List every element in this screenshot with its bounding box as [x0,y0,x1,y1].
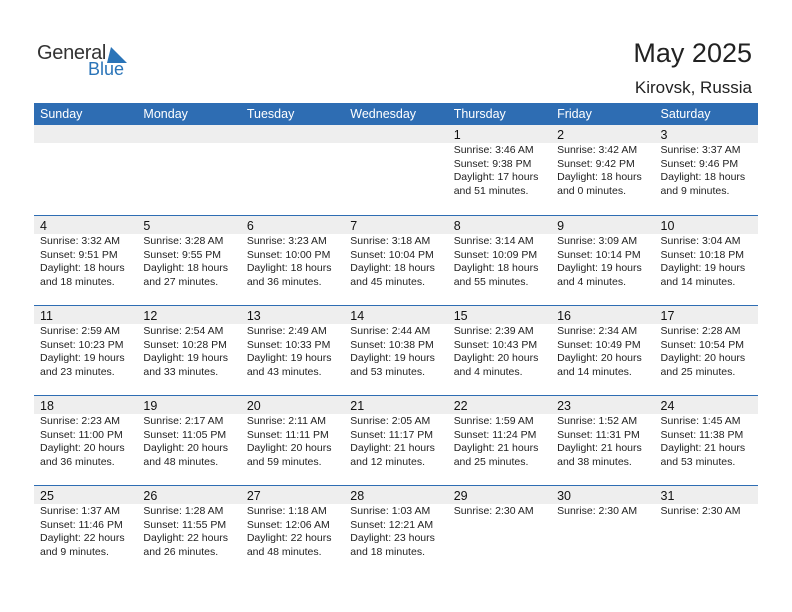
day-info-line: and 51 minutes. [453,184,529,197]
day-info-line: and 14 minutes. [557,365,632,378]
day-number: 23 [551,396,654,414]
day-info-line: and 53 minutes. [660,455,736,468]
day-info-line: Sunset: 9:38 PM [453,157,532,170]
day-info-line: Sunrise: 3:46 AM [453,144,534,156]
day-info-line: and 25 minutes. [453,455,529,468]
day-info-line: Sunset: 9:51 PM [40,248,118,261]
day-info-line: and 27 minutes. [143,275,219,288]
day-number: 28 [344,486,447,504]
day-info-line: and 12 minutes. [350,455,425,468]
day-info-line: Sunrise: 3:32 AM [40,235,120,247]
day-info-line: Sunset: 11:46 PM [40,518,123,531]
day-info-line: and 18 minutes. [350,545,425,558]
day-info-line: Sunset: 11:11 PM [246,428,329,441]
day-info-line: Sunrise: 3:23 AM [246,235,327,247]
day-info-line: Daylight: 18 hours [246,262,332,274]
day-info [137,415,240,469]
day-info [551,144,654,198]
day-info-line: Sunset: 10:18 PM [660,248,744,261]
day-cell-7 [344,215,447,305]
day-info [655,325,758,379]
day-info-line: Sunrise: 3:09 AM [557,235,638,247]
day-cell-6 [241,215,344,305]
day-info-line: and 55 minutes. [453,275,529,288]
day-info [448,235,551,289]
day-info [137,325,240,379]
day-info-line: Sunset: 10:23 PM [40,338,124,351]
day-info-line: Sunrise: 2:30 AM [557,505,638,517]
day-info-line: Sunset: 11:17 PM [350,428,433,441]
day-number: 13 [241,306,344,324]
day-cell-5 [137,215,240,305]
calendar-grid [34,103,758,575]
day-info [137,505,240,559]
day-number: 27 [241,486,344,504]
day-cell-14 [344,305,447,395]
day-info-line: Sunset: 9:42 PM [557,157,635,170]
day-number [241,125,344,143]
day-info [551,235,654,289]
day-info [551,325,654,379]
day-info-line: Sunrise: 2:54 AM [143,325,224,337]
day-info-line: Sunrise: 1:45 AM [660,415,741,427]
day-cell-26 [137,485,240,575]
day-info [655,505,758,519]
day-info-line: and 26 minutes. [143,545,219,558]
weekday-header-sunday: Sunday [40,107,83,121]
day-info [551,505,654,519]
day-number: 10 [655,216,758,234]
weekday-header-tuesday: Tuesday [246,107,295,121]
day-info-line: and 43 minutes. [246,365,322,378]
day-info-line: Sunrise: 1:03 AM [350,505,431,517]
day-cell-1 [448,125,551,215]
day-info-line: Daylight: 18 hours [143,262,229,274]
day-info-line: Sunrise: 1:59 AM [453,415,534,427]
day-cell-4 [34,215,137,305]
day-number: 30 [551,486,654,504]
day-info-line: Sunrise: 2:34 AM [557,325,638,337]
day-info-line: Daylight: 18 hours [453,262,539,274]
day-info [34,325,137,379]
day-info-line: and 48 minutes. [143,455,219,468]
day-info [34,505,137,559]
day-number: 4 [34,216,137,234]
day-number: 14 [344,306,447,324]
day-cell-9 [551,215,654,305]
day-info-line: Sunset: 10:49 PM [557,338,641,351]
day-info-line: Daylight: 18 hours [660,171,746,183]
day-number: 21 [344,396,447,414]
day-cell-23 [551,395,654,485]
day-cell-20 [241,395,344,485]
day-info-line: Daylight: 20 hours [143,442,229,454]
day-info-line: Daylight: 22 hours [246,532,332,544]
day-cell-24 [655,395,758,485]
day-number: 6 [241,216,344,234]
day-info-line: and 53 minutes. [350,365,425,378]
day-info-line: Daylight: 22 hours [143,532,229,544]
day-cell-13 [241,305,344,395]
day-info-line: and 36 minutes. [246,275,322,288]
day-cell-28 [344,485,447,575]
day-number: 12 [137,306,240,324]
day-info-line: Sunset: 9:46 PM [660,157,739,170]
day-number: 24 [655,396,758,414]
day-info-line: and 23 minutes. [40,365,115,378]
day-cell-25 [34,485,137,575]
day-number: 26 [137,486,240,504]
day-info-line: Sunset: 10:09 PM [453,248,538,261]
day-info [655,144,758,198]
day-info-line: Sunrise: 3:42 AM [557,144,638,156]
day-info-line: Daylight: 19 hours [246,352,332,364]
day-info [344,235,447,289]
day-cell-2 [551,125,654,215]
day-info-line: Sunset: 12:06 AM [246,518,330,531]
day-info-line: Sunset: 11:55 PM [143,518,227,531]
day-info-line: Daylight: 21 hours [660,442,746,454]
day-number: 3 [655,125,758,143]
day-number: 25 [34,486,137,504]
day-info [137,235,240,289]
day-info-line: Daylight: 22 hours [40,532,125,544]
day-info-line: Sunrise: 2:39 AM [453,325,534,337]
weekday-header-monday: Monday [143,107,188,121]
day-info-line: Sunset: 11:31 PM [557,428,640,441]
day-info-line: Sunrise: 2:49 AM [246,325,327,337]
day-info-line: Sunset: 10:14 PM [557,248,641,261]
day-info [655,235,758,289]
generalblue-logo [37,42,137,82]
day-info [655,415,758,469]
day-info-line: Sunrise: 1:18 AM [246,505,327,517]
page-title: May 2025 [633,38,752,68]
day-info-line: and 59 minutes. [246,455,322,468]
day-info-line: Daylight: 19 hours [660,262,746,274]
week-row [34,215,758,305]
day-number: 29 [448,486,551,504]
day-info-line: and 9 minutes. [40,545,109,558]
week-row [34,305,758,395]
day-number [137,125,240,143]
day-info-line: Sunset: 11:24 PM [453,428,537,441]
day-cell-11 [34,305,137,395]
day-info [241,415,344,469]
day-cell-21 [344,395,447,485]
day-cell-empty [344,125,447,215]
day-cell-12 [137,305,240,395]
day-info-line: Sunrise: 1:37 AM [40,505,120,517]
day-info-line: and 25 minutes. [660,365,736,378]
day-info-line: Sunrise: 2:30 AM [660,505,741,517]
day-number: 5 [137,216,240,234]
day-number: 16 [551,306,654,324]
day-info-line: Daylight: 20 hours [557,352,642,364]
day-info [34,415,137,469]
day-info-line: Sunrise: 3:14 AM [453,235,534,247]
day-info-line: Sunrise: 2:28 AM [660,325,741,337]
day-info-line: and 36 minutes. [40,455,115,468]
day-cell-18 [34,395,137,485]
day-info-line: Sunset: 11:05 PM [143,428,227,441]
day-number: 19 [137,396,240,414]
day-cell-22 [448,395,551,485]
day-cell-16 [551,305,654,395]
weekday-header-thursday: Thursday [453,107,506,121]
day-info-line: Daylight: 17 hours [453,171,539,183]
day-cell-3 [655,125,758,215]
day-info-line: Sunset: 12:21 AM [350,518,434,531]
day-number: 9 [551,216,654,234]
logo-general-text: General [37,42,107,64]
day-number: 15 [448,306,551,324]
week-row [34,485,758,575]
location-label: Kirovsk, Russia [634,78,752,97]
day-info-line: Daylight: 19 hours [40,352,125,364]
day-info [344,325,447,379]
day-info-line: Sunset: 10:28 PM [143,338,227,351]
day-info-line: Daylight: 21 hours [453,442,539,454]
day-info-line: Sunrise: 3:18 AM [350,235,431,247]
day-number: 20 [241,396,344,414]
day-info-line: Sunrise: 2:30 AM [453,505,534,517]
day-info-line: Sunset: 10:00 PM [246,248,331,261]
day-info-line: Daylight: 19 hours [143,352,229,364]
day-info [344,415,447,469]
day-info-line: Daylight: 20 hours [40,442,125,454]
weekday-header-row [34,103,758,125]
day-info [448,325,551,379]
day-cell-8 [448,215,551,305]
day-info-line: Sunrise: 3:28 AM [143,235,224,247]
day-number: 31 [655,486,758,504]
week-row [34,395,758,485]
day-info-line: Daylight: 19 hours [557,262,642,274]
day-number: 18 [34,396,137,414]
day-info-line: Sunset: 10:04 PM [350,248,434,261]
day-info [241,325,344,379]
day-info-line: Sunset: 10:54 PM [660,338,744,351]
day-info [448,144,551,198]
day-info-line: Sunrise: 2:11 AM [246,415,327,427]
day-info-line: Sunrise: 2:23 AM [40,415,120,427]
day-cell-10 [655,215,758,305]
day-info-line: and 18 minutes. [40,275,115,288]
day-info [241,235,344,289]
day-info [448,415,551,469]
day-info-line: Daylight: 23 hours [350,532,435,544]
day-info-line: Sunset: 10:43 PM [453,338,538,351]
day-cell-empty [137,125,240,215]
weekday-header-wednesday: Wednesday [350,107,417,121]
day-cell-empty [34,125,137,215]
day-cell-19 [137,395,240,485]
day-cell-29 [448,485,551,575]
day-info-line: Sunset: 10:33 PM [246,338,331,351]
day-info-line: Sunrise: 3:04 AM [660,235,741,247]
day-info-line: and 33 minutes. [143,365,219,378]
day-info [344,505,447,559]
day-info-line: and 14 minutes. [660,275,736,288]
day-info-line: Sunset: 11:00 PM [40,428,123,441]
day-info-line: and 9 minutes. [660,184,730,197]
day-info-line: Sunrise: 2:44 AM [350,325,431,337]
day-number: 17 [655,306,758,324]
day-info-line: and 38 minutes. [557,455,632,468]
day-info-line: Sunset: 11:38 PM [660,428,744,441]
day-info [448,505,551,519]
day-info-line: Sunrise: 2:05 AM [350,415,431,427]
day-info-line: and 4 minutes. [453,365,523,378]
day-info-line: Sunset: 10:38 PM [350,338,434,351]
day-info-line: Daylight: 20 hours [453,352,539,364]
day-number: 22 [448,396,551,414]
day-info-line: and 48 minutes. [246,545,322,558]
day-info-line: Sunrise: 1:52 AM [557,415,638,427]
week-row [34,125,758,215]
day-cell-30 [551,485,654,575]
day-number [344,125,447,143]
day-info-line: Daylight: 20 hours [660,352,746,364]
day-info-line: Sunrise: 2:17 AM [143,415,224,427]
day-info-line: Daylight: 18 hours [557,171,642,183]
day-info-line: Daylight: 19 hours [350,352,435,364]
weekday-header-saturday: Saturday [660,107,711,121]
logo-blue-text: Blue [88,59,125,79]
calendar-weeks [34,125,758,575]
day-info-line: Daylight: 20 hours [246,442,332,454]
day-info-line: Daylight: 18 hours [350,262,435,274]
day-info-line: Sunrise: 3:37 AM [660,144,741,156]
day-info [34,235,137,289]
day-number [34,125,137,143]
day-number: 1 [448,125,551,143]
day-info [551,415,654,469]
day-number: 8 [448,216,551,234]
day-info [241,505,344,559]
day-info-line: Sunrise: 2:59 AM [40,325,120,337]
day-info-line: Sunrise: 1:28 AM [143,505,224,517]
day-number: 11 [34,306,137,324]
day-info-line: and 0 minutes. [557,184,626,197]
day-cell-17 [655,305,758,395]
day-number: 7 [344,216,447,234]
day-cell-empty [241,125,344,215]
weekday-header-friday: Friday [557,107,592,121]
day-info-line: Daylight: 18 hours [40,262,125,274]
day-info-line: Daylight: 21 hours [557,442,642,454]
day-info-line: and 4 minutes. [557,275,626,288]
day-info-line: and 45 minutes. [350,275,425,288]
day-info-line: Sunset: 9:55 PM [143,248,222,261]
day-cell-15 [448,305,551,395]
day-cell-31 [655,485,758,575]
day-info-line: Daylight: 21 hours [350,442,435,454]
day-cell-27 [241,485,344,575]
day-number: 2 [551,125,654,143]
